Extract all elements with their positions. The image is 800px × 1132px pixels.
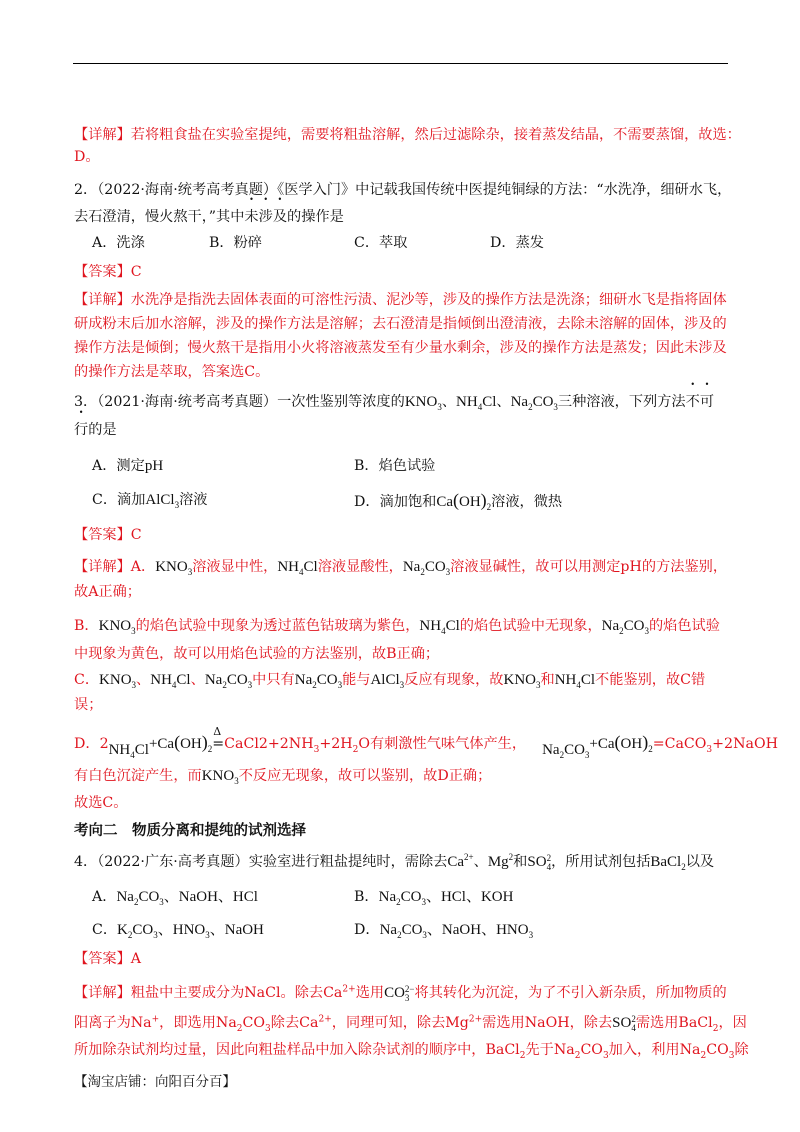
p1-line1: 【详解】若将粗食盐在实验室提纯，需要将粗盐溶解，然后过滤除杂，接着蒸发结晶，不需要蒸馏，故选： — [74, 127, 741, 143]
header-rule — [73, 63, 728, 64]
emphasis-dot-she: 涉 — [258, 209, 273, 225]
q2-option-b: B．粉碎 — [209, 235, 262, 251]
q3-final: 故选C。 — [74, 795, 128, 811]
q4-option-c: C．$K_2CO_3$、$HNO_3$、NaOH — [92, 922, 264, 940]
q2-option-c: C．萃取 — [354, 235, 408, 251]
q4-option-a: A．$Na_2CO_3$、NaOH、HCl — [92, 889, 258, 907]
q2-stem-line2: 去石澄清，慢火熬干，”其中未涉及的操作是 — [74, 209, 344, 225]
q4-options-row2 — [92, 920, 534, 940]
q4-option-d: D．$Na_2CO_3$、NaOH、$HNO_3$ — [354, 922, 534, 940]
q3-exp-a-line1: 【详解】A．$KNO_3$溶液显中性，$NH_4Cl$溶液显酸性，$Na_2CO_3$溶液显碱性，故可以用测定pH的方法鉴别， — [74, 559, 728, 577]
q3-exp-a-line2: 故A正确； — [74, 584, 141, 600]
q2-answer: 【答案】C — [74, 264, 142, 280]
q2-exp-line1: 【详解】水洗净是指洗去固体表面的可溶性污渍、泥沙等，涉及的操作方法是洗涤；细研水飞是指将固体 — [74, 292, 727, 308]
q3-exp-d-line2: 有白色沉淀产生，而$KNO_3$不反应无现象，故可以鉴别，故D正确； — [74, 768, 492, 786]
q2-exp-line3: 操作方法是倾倒；慢火熬干是指用小火将溶液蒸发至有少量水剩余，涉及的操作方法是蒸发；因此未涉及 — [74, 340, 727, 356]
q3-answer: 【答案】C — [74, 527, 142, 543]
q4-stem: 4．（2022·广东·高考真题）实验室进行粗盐提纯时，需除去$Ca^{2+}$、Mg$^2$和SO 2 4 ，所用试剂包括BaCl$_2$以及 — [74, 852, 715, 872]
q3-stem-line1: 3．（2021·海南·统考高考真题）一次性鉴别等浓度的$KNO_3$、$NH_4Cl$、$Na_2CO_3$三种溶液，下列方法不可 — [74, 394, 715, 412]
q4-options-row1 — [92, 887, 514, 907]
q3-exp-c-line1: C．$KNO_3$、$NH_4Cl$、$Na_2CO_3$中只有$Na_2CO_3$能与AlCl$_3$反应有现象，故$KNO_3$和$NH_4Cl$不能鉴别，故C错 — [74, 672, 706, 690]
q3-stem-line2: 行的是 — [74, 422, 117, 438]
q3-options-row2 — [92, 490, 563, 512]
emphasis-dot-ji: 及 — [272, 209, 288, 225]
q3-exp-c-line2: 误； — [74, 697, 103, 713]
q3-options-row1 — [92, 456, 436, 476]
q4-answer: 【答案】A — [74, 951, 141, 967]
emphasis-dot-bu: 不 — [685, 394, 700, 410]
emphasis-dot-xing: 行 — [74, 422, 89, 438]
q4-option-b: B．$Na_2CO_3$、HCl、KOH — [354, 889, 514, 907]
q4-exp-line1: 【详解】粗盐中主要成分为NaCl。除去$Ca^{2+}$选用CO 2− 3 将其转化为沉淀，为了不引入新杂质，所加物质的 — [74, 983, 727, 1003]
q3-exp-b-line2: 中现象为黄色，故可以用焰色试验的方法鉴别，故B正确； — [74, 646, 440, 662]
q3-option-a: A．测定pH — [92, 458, 164, 474]
q3-exp-b-line1: B．$KNO_3$的焰色试验中现象为透过蓝色钴玻璃为紫色，$NH_4Cl$的焰色试验中无现象，$Na_2CO_3$的焰色试验 — [74, 618, 720, 636]
q2-exp-line2: 研成粉末后加水溶解，涉及的操作方法是溶解；去石澄清是指倾倒出澄清液，去除未溶解的固体，涉及的 — [74, 316, 727, 332]
q4-exp-line3: 所加除杂试剂均过量，因此向粗盐样品中加入除杂试剂的顺序中，BaCl$_2$先于$Na_2CO_3$加入，利用$Na_2CO_3$除 — [74, 1042, 749, 1061]
q3-option-d: D．滴加饱和$Ca(OH)_2$溶液，微热 — [354, 490, 563, 512]
q2-option-d: D．蒸发 — [490, 235, 544, 251]
q3-exp-d-line1: D．$2NH_4Cl+Ca(OH)_2$ Δ $=CaCl2+2NH_3+2H_2O$有刺激性气味气体产生， $Na_2CO_3+Ca(OH)_2=CaCO_3+2NaOH$ — [74, 732, 778, 754]
q2-stem-line1: 2．（2022·海南·统考高考真题）《医学入门》中记载我国传统中医提纯铜绿的方法：“水洗净，细研水飞， — [74, 182, 732, 198]
q2-options — [92, 233, 544, 253]
emphasis-dot-ke: 可 — [699, 394, 715, 410]
q2-exp-line4: 的操作方法是萃取，答案选C。 — [74, 364, 270, 380]
q3-option-c: C．滴加AlCl$_3$溶液 — [92, 492, 208, 510]
delta-symbol: Δ — [213, 725, 222, 738]
q3-option-b: B．焰色试验 — [354, 458, 436, 474]
section-heading: 考向二 物质分离和提纯的试剂选择 — [74, 823, 306, 839]
p1-line2: D。 — [74, 149, 100, 165]
footer-shop-label: 【淘宝店铺：向阳百分百】 — [74, 1074, 236, 1090]
emphasis-dot-wei: 未 — [244, 209, 259, 225]
q2-option-a: A．洗涤 — [92, 235, 145, 251]
q4-exp-line2: 阳离子为Na+，即选用$Na_2CO_3$除去$Ca^{2+}$，同理可知，除去$Mg^{2+}$需选用NaOH，除去SO 2 4 需选用BaCl$_2$，因 — [74, 1013, 747, 1034]
